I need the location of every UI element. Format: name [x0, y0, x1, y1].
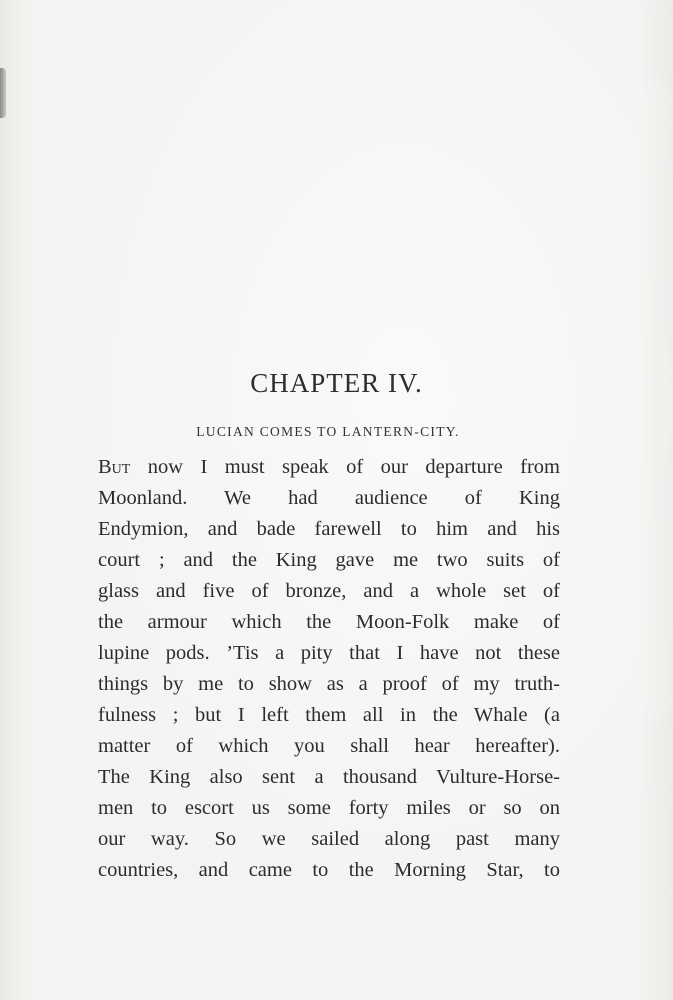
- text-line: countries, and came to the Morning Star, to: [98, 859, 560, 881]
- text-line: Endymion, and bade farewell to him and his: [98, 518, 560, 540]
- text-line: glass and five of bronze, and a whole set of: [98, 580, 560, 602]
- text-line: matter of which you shall hear hereafter).: [98, 735, 560, 757]
- text-line: court ; and the King gave me two suits of: [98, 549, 560, 571]
- text-line: men to escort us some forty miles or so on: [98, 797, 560, 819]
- page-edge-mark: [0, 68, 6, 118]
- body-text: [98, 452, 560, 886]
- drop-word: But: [98, 456, 131, 478]
- text-line: The King also sent a thousand Vulture-Horse-: [98, 766, 560, 788]
- chapter-title: CHAPTER IV.: [250, 368, 423, 398]
- text-line: Moonland. We had audience of King: [98, 487, 560, 509]
- text-line: the armour which the Moon-Folk make of: [98, 611, 560, 633]
- text-line: fulness ; but I left them all in the Whale (a: [98, 704, 560, 726]
- chapter-subtitle: LUCIAN COMES TO LANTERN-CITY.: [196, 424, 460, 439]
- text-line: our way. So we sailed along past many: [98, 828, 560, 850]
- text-line: [98, 452, 560, 483]
- text-line: things by me to show as a proof of my truth-: [98, 673, 560, 695]
- text-line: lupine pods. ’Tis a pity that I have not these: [98, 642, 560, 664]
- text-line-content: now I must speak of our departure from: [130, 456, 560, 478]
